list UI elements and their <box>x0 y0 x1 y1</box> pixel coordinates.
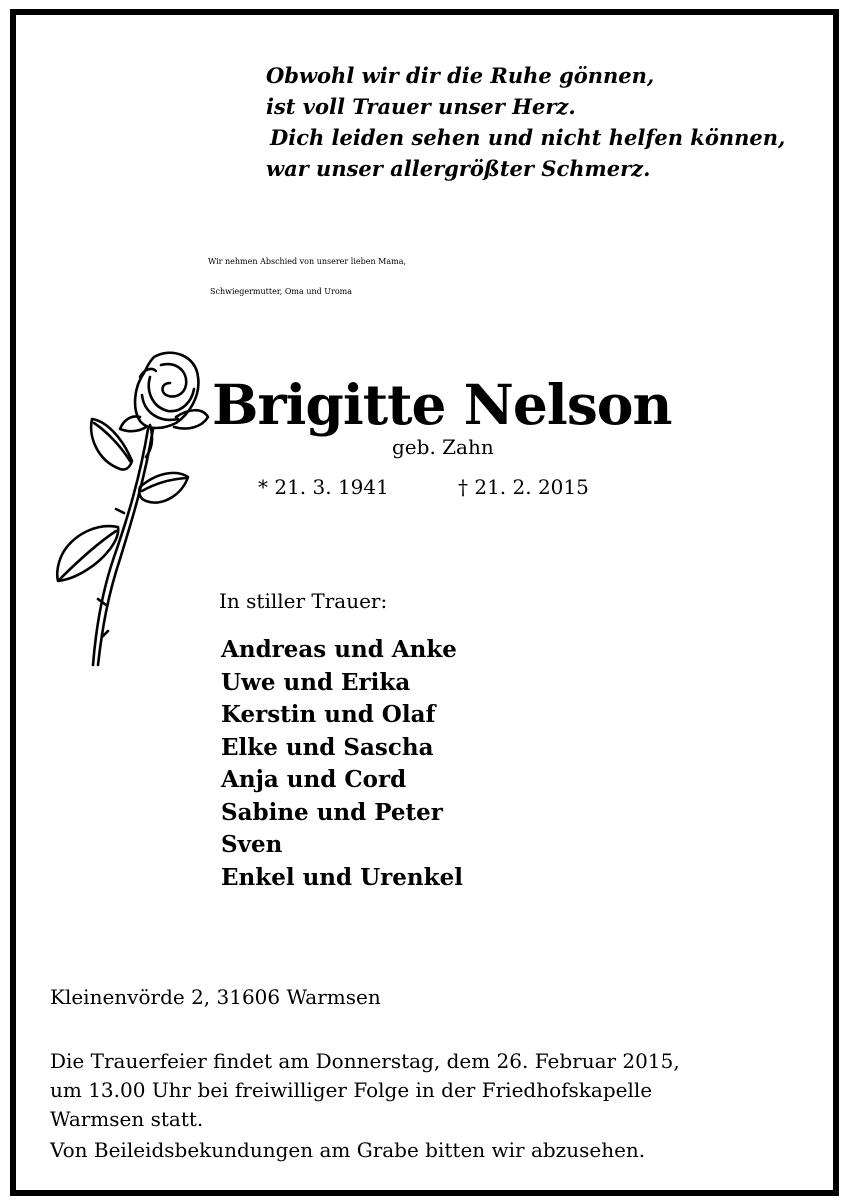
death-date: † 21. 2. 2015 <box>458 475 589 499</box>
mourning-heading: In stiller Trauer: <box>219 589 388 613</box>
service-line: Warmsen statt. <box>50 1107 204 1131</box>
mourner: Sabine und Peter <box>221 798 443 826</box>
verse-line: ist voll Trauer unser Herz. <box>266 94 576 119</box>
verse-line: Dich leiden sehen und nicht helfen können, <box>270 125 786 150</box>
mourner: Enkel und Urenkel <box>221 863 463 891</box>
verse <box>266 60 826 184</box>
mourner: Anja und Cord <box>221 766 407 793</box>
maiden-name: geb. Zahn <box>392 435 494 459</box>
farewell-intro <box>208 247 818 307</box>
mourner: Uwe und Erika <box>221 668 411 696</box>
address: Kleinenvörde 2, 31606 Warmsen <box>50 985 381 1009</box>
service-line: um 13.00 Uhr bei freiwilliger Folge in der Friedhofskapelle <box>50 1078 653 1102</box>
rose-icon <box>36 337 221 677</box>
verse-line: Obwohl wir dir die Ruhe gönnen, <box>266 63 655 88</box>
mourner: Kerstin und Olaf <box>221 701 436 728</box>
verse-line: war unser allergrößter Schmerz. <box>266 156 651 181</box>
intro-line: Wir nehmen Abschied von unserer lieben Mama, <box>208 257 407 266</box>
mourner: Andreas und Anke <box>221 636 457 663</box>
service-line: Die Trauerfeier findet am Donnerstag, dem 26. Februar 2015, <box>50 1049 680 1073</box>
obituary-border <box>10 9 839 1196</box>
mourner: Sven <box>221 831 283 858</box>
funeral-service-info <box>50 1047 800 1134</box>
birth-date: * 21. 3. 1941 <box>258 475 389 499</box>
mourners-list <box>221 634 621 894</box>
life-dates <box>258 475 678 499</box>
deceased-name: Brigitte Nelson <box>212 372 672 437</box>
condolence-note: Von Beileidsbekundungen am Grabe bitten wir abzusehen. <box>50 1138 646 1162</box>
intro-line: Schwiegermutter, Oma und Uroma <box>210 287 353 296</box>
mourner: Elke und Sascha <box>221 733 434 761</box>
